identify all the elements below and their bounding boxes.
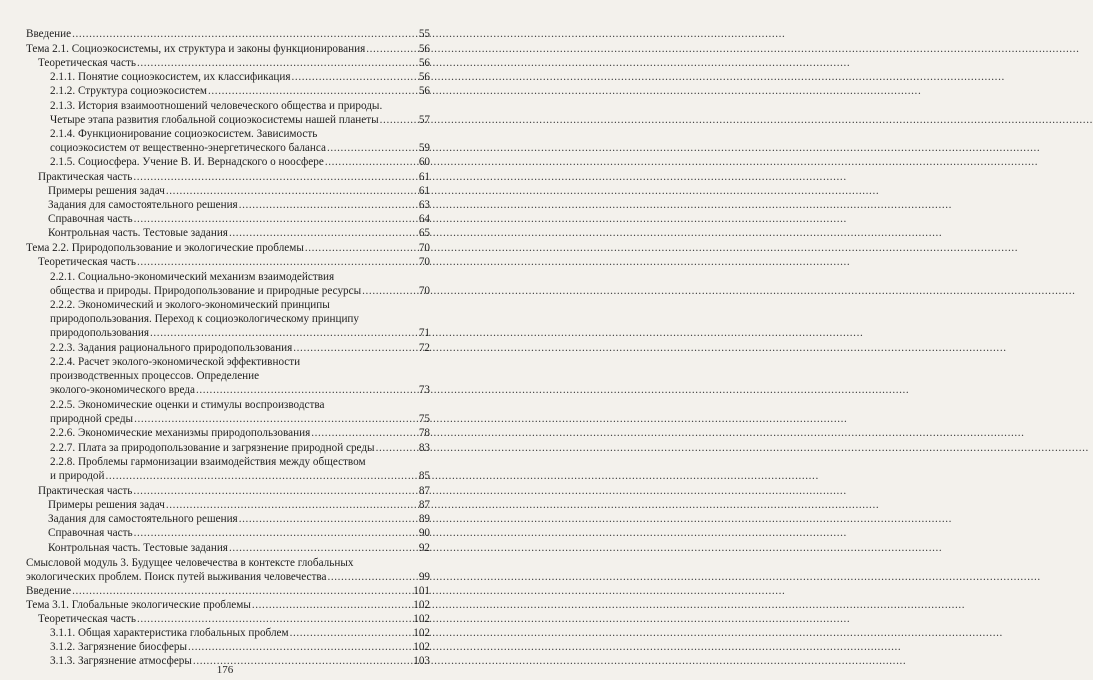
toc-entry-title: 2.2.5. Экономические оценки и стимулы воспроизводства	[50, 399, 325, 411]
toc-entry-page: 56	[418, 71, 430, 83]
toc-entry-page: 70	[418, 242, 430, 254]
toc-entry	[50, 384, 430, 397]
toc-entry-page: 102	[413, 641, 430, 653]
toc-entry-title-continued: производственных процессов. Определение	[50, 370, 260, 382]
toc-entry-title: 2.2.1. Социально-экономический механизм взаимодействия	[50, 271, 335, 283]
toc-entry-page: 103	[413, 655, 430, 667]
dot-leader	[376, 442, 411, 455]
toc-entry	[26, 585, 430, 598]
toc-entry	[38, 485, 430, 498]
dot-leader	[311, 427, 411, 440]
page-number: 176	[216, 664, 234, 676]
dot-leader	[239, 513, 411, 526]
dot-leader	[134, 413, 411, 426]
toc-entry-title-continued: и природой	[50, 470, 105, 482]
toc-entry	[26, 599, 430, 612]
toc-entry-page: 56	[418, 85, 430, 97]
toc-entry-title: Смысловой модуль 3. Будущее человечества в контексте глобальных	[26, 557, 354, 569]
dot-leader	[327, 571, 411, 584]
toc-entry-title: Теоретическая часть	[38, 613, 136, 625]
toc-entry-page: 61	[418, 171, 430, 183]
toc-entry-page: 70	[418, 285, 430, 297]
dot-leader	[133, 485, 411, 498]
toc-entry-page: 72	[418, 342, 430, 354]
toc-entry	[50, 442, 430, 455]
dot-leader	[196, 384, 411, 397]
dot-leader	[208, 85, 411, 98]
toc-entry-title: Примеры решения задач	[48, 185, 165, 197]
toc-entry-page: 102	[413, 599, 430, 611]
toc-entry-page: 73	[418, 384, 430, 396]
dot-leader	[380, 114, 411, 127]
toc-entry-title: 2.1.5. Социосфера. Учение В. И. Вернадского о ноосфере	[50, 156, 324, 168]
toc-entry-title: Теоретическая часть	[38, 57, 136, 69]
dot-leader	[106, 470, 412, 483]
toc-entry-page: 56	[418, 57, 430, 69]
toc-entry-title: Контрольная часть. Тестовые задания	[48, 227, 228, 239]
toc-entry-title: Тема 2.1. Социоэкосистемы, их структура и законы функционирования	[26, 43, 366, 55]
dot-leader	[252, 599, 411, 612]
dot-leader	[137, 57, 411, 70]
toc-entry-title: 2.1.3. История взаимоотношений человеческого общества и природы.	[50, 100, 383, 112]
toc-entry-title-continued: Четыре этапа развития глобальной социоэкосистемы нашей планеты	[50, 114, 379, 126]
toc-entry	[26, 242, 430, 255]
toc-entry-page: 64	[418, 213, 430, 225]
toc-entry-title-continued: природной среды	[50, 413, 134, 425]
dot-leader	[137, 613, 411, 626]
toc-entry	[48, 213, 430, 226]
toc-entry	[48, 185, 430, 198]
toc-entry	[38, 613, 430, 626]
dot-leader	[290, 627, 411, 640]
toc-entry	[48, 199, 430, 212]
dot-leader	[134, 527, 411, 540]
toc-entry-title: 3.1.3. Загрязнение атмосферы	[50, 655, 192, 667]
toc-entry	[50, 327, 430, 340]
toc-entry-title: Практическая часть	[38, 171, 133, 183]
toc-entry-title: 2.2.4. Расчет эколого-экономической эффективности	[50, 356, 301, 368]
dot-leader	[293, 342, 411, 355]
toc-entry-page: 55	[418, 28, 430, 40]
toc-entry-title: Тема 2.2. Природопользование и экологические проблемы	[26, 242, 304, 254]
toc-entry-title-continued: экологических проблем. Поиск путей выживания человечества	[26, 571, 327, 583]
toc-entry	[50, 470, 430, 483]
toc-entry-title: Справочная часть	[48, 213, 133, 225]
dot-leader	[72, 585, 411, 598]
toc-entry	[48, 513, 430, 526]
dot-leader	[292, 71, 411, 84]
toc-entry-page: 75	[418, 413, 430, 425]
toc-entry-title-continued: природопользования. Переход к социоэкологическому принципу	[50, 313, 360, 325]
dot-leader	[134, 213, 411, 226]
dot-leader	[327, 142, 411, 155]
toc-entry-page: 89	[418, 513, 430, 525]
toc-entry-page: 102	[413, 613, 430, 625]
toc-entry-title: Задания для самостоятельного решения	[48, 199, 238, 211]
dot-leader	[133, 171, 411, 184]
toc-entry-page: 83	[418, 442, 430, 454]
toc-entry-page: 90	[418, 527, 430, 539]
dot-leader	[188, 641, 411, 654]
dot-leader	[137, 256, 411, 269]
toc-entry	[50, 85, 430, 98]
toc-entry-title-continued: социоэкосистем от вещественно-энергетического баланса	[50, 142, 326, 154]
dot-leader	[239, 199, 411, 212]
toc-entry-page: 102	[413, 627, 430, 639]
toc-entry-title-continued: природопользования	[50, 327, 150, 339]
toc-entry-page: 59	[418, 142, 430, 154]
dot-leader	[150, 327, 411, 340]
toc-entry-title: 2.2.6. Экономические механизмы природопользования	[50, 427, 311, 439]
toc-entry-page: 60	[418, 156, 430, 168]
toc-entry-title: Контрольная часть. Тестовые задания	[48, 542, 228, 554]
toc-entry	[26, 43, 430, 56]
toc-entry-page: 99	[418, 571, 430, 583]
toc-entry-title: 3.1.2. Загрязнение биосферы	[50, 641, 187, 653]
toc-entry-title-continued: общества и природы. Природопользование и природные ресурсы	[50, 285, 362, 297]
toc-entry-title: Тема 3.1. Глобальные экологические проблемы	[26, 599, 251, 611]
toc-entry	[50, 71, 430, 84]
toc-entry-page: 92	[418, 542, 430, 554]
toc-entry-title: 2.2.8. Проблемы гармонизации взаимодействия между обществом	[50, 456, 366, 468]
toc-entry-page: 56	[418, 43, 430, 55]
toc-entry	[26, 28, 430, 41]
toc-entry	[38, 171, 430, 184]
toc-entry-title: 2.1.4. Функционирование социоэкосистем. Зависимость	[50, 128, 318, 140]
toc-entry-title: Задания для самостоятельного решения	[48, 513, 238, 525]
toc-entry	[26, 571, 430, 584]
toc-entry-title: Справочная часть	[48, 527, 133, 539]
toc-entry	[38, 57, 430, 70]
toc-entry-page: 71	[418, 327, 430, 339]
toc-entry-page: 78	[418, 427, 430, 439]
dot-leader	[325, 156, 411, 169]
toc-entry-title-continued: эколого-экономического вреда	[50, 384, 195, 396]
toc-entry-title: Практическая часть	[38, 485, 133, 497]
toc-entry-page: 57	[418, 114, 430, 126]
toc-entry-title: 2.1.1. Понятие социоэкосистем, их классификация	[50, 71, 291, 83]
toc-entry-title: 2.2.3. Задания рационального природопользования	[50, 342, 293, 354]
toc-entry	[50, 627, 430, 640]
toc-entry-page: 87	[418, 499, 430, 511]
toc-entry-title: 3.1.1. Общая характеристика глобальных проблем	[50, 627, 289, 639]
toc-entry	[50, 285, 430, 298]
toc-entry	[48, 227, 430, 240]
toc-entry	[48, 527, 430, 540]
dot-leader	[229, 227, 411, 240]
toc-entry	[50, 342, 430, 355]
toc-entry	[50, 156, 430, 169]
toc-entry-page: 85	[418, 470, 430, 482]
toc-entry-title: Введение	[26, 585, 72, 597]
toc-entry-page: 87	[418, 485, 430, 497]
toc-entry	[38, 256, 430, 269]
dot-leader	[229, 542, 411, 555]
dot-leader	[366, 43, 411, 56]
dot-leader	[362, 285, 411, 298]
dot-leader	[72, 28, 411, 41]
toc-entry	[50, 114, 430, 127]
toc-entry-title: 2.1.2. Структура социоэкосистем	[50, 85, 207, 97]
toc-entry-title: 2.2.2. Экономический и эколого-экономический принципы	[50, 299, 330, 311]
toc-entry	[48, 499, 430, 512]
toc-entry-page: 65	[418, 227, 430, 239]
toc-entry-title: 2.2.7. Плата за природопользование и загрязнение природной среды	[50, 442, 375, 454]
toc-entry-page: 70	[418, 256, 430, 268]
toc-entry-page: 63	[418, 199, 430, 211]
toc-entry-title: Теоретическая часть	[38, 256, 136, 268]
toc-entry	[50, 641, 430, 654]
toc-entry	[50, 142, 430, 155]
toc-entry-title: Примеры решения задач	[48, 499, 165, 511]
dot-leader	[305, 242, 411, 255]
toc-entry	[48, 542, 430, 555]
toc-entry	[50, 427, 430, 440]
dot-leader	[166, 185, 411, 198]
toc-entry-page: 61	[418, 185, 430, 197]
toc-entry-page: 101	[413, 585, 430, 597]
dot-leader	[166, 499, 411, 512]
toc-entry-title: Введение	[26, 28, 72, 40]
table-of-contents	[0, 0, 450, 680]
toc-entry	[50, 413, 430, 426]
